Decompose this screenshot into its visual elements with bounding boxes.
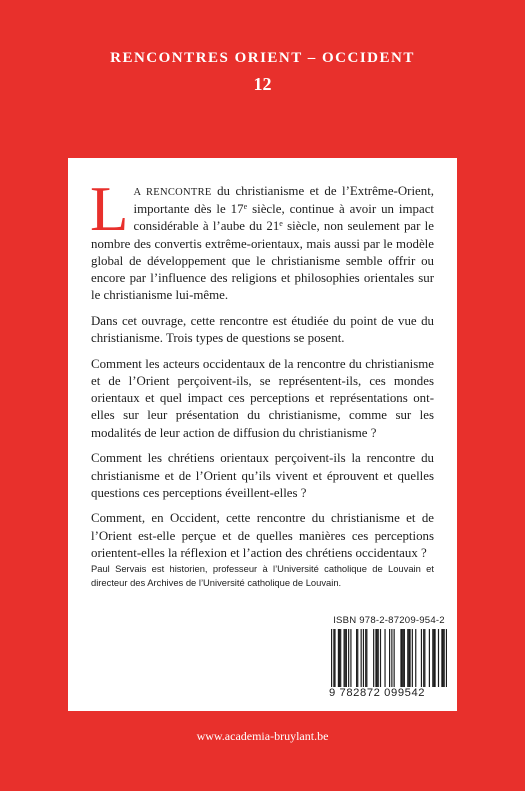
- barcode-bar: [421, 629, 422, 687]
- paragraph-2: Dans cet ouvrage, cette rencontre est étudiée du point de vue du christianisme. Trois types de questions se posent.: [91, 313, 434, 346]
- barcode-bar: [442, 629, 443, 687]
- intro-text-1: du christianisme et de l’Extrême-Orient, importante dès le 17: [133, 184, 434, 217]
- barcode-bar: [400, 629, 401, 687]
- website-url[interactable]: www.academia-bruylant.be: [196, 729, 329, 743]
- barcode-bar: [380, 629, 381, 687]
- barcode-bar: [357, 629, 358, 687]
- barcode-bar: [409, 629, 410, 687]
- intro-superscript-2: e: [279, 219, 283, 229]
- barcode-bar: [432, 629, 433, 687]
- barcode-bar: [345, 629, 346, 687]
- barcode-bar: [365, 629, 366, 687]
- isbn-label: ISBN 978-2-87209-954-2: [333, 615, 445, 626]
- series-number: 12: [253, 74, 272, 94]
- barcode-bar: [424, 629, 425, 687]
- barcode-bar: [340, 629, 341, 687]
- barcode-bar: [384, 629, 385, 687]
- barcode-bar: [415, 629, 416, 687]
- author-note: Paul Servais est historien, professeur à l’Université catholique de Louvain et directeur des Archives de l’Université catholique de Louvain.: [91, 563, 434, 588]
- barcode-bar: [389, 629, 390, 687]
- barcode-digits: 9 782872 099542: [329, 687, 426, 699]
- barcode-bar: [348, 629, 349, 687]
- barcode-bar: [402, 629, 403, 687]
- barcode-bar: [373, 629, 374, 687]
- barcode-bar: [403, 629, 404, 687]
- barcode-bar: [434, 629, 435, 687]
- barcode-bar: [333, 629, 334, 687]
- barcode-bar: [350, 629, 351, 687]
- barcode-bar: [361, 629, 362, 687]
- barcode-bar: [363, 629, 364, 687]
- barcode-bar: [394, 629, 395, 687]
- barcode-bar: [446, 629, 447, 687]
- barcode-bar: [339, 629, 340, 687]
- barcode-bar: [438, 629, 439, 687]
- barcode-bar: [338, 629, 339, 687]
- paragraph-3: Comment les acteurs occidentaux de la rencontre du christianisme et de l’Orient perçoivent-ils, se représentent-ils, ces mondes orientaux et quel impact ces perceptions et représentations ont-elles sur leur présentation du christianisme, comme sur les modalités de leur action de diffusion du christianisme ?: [91, 356, 434, 440]
- barcode-bar: [444, 629, 445, 687]
- barcode-bar: [429, 629, 430, 687]
- intro-superscript-1: e: [243, 202, 248, 212]
- intro-smallcaps: A RENCONTRE: [133, 187, 212, 198]
- barcode-bar: [366, 629, 367, 687]
- barcode-bar: [331, 629, 332, 687]
- barcode-bar: [391, 629, 392, 687]
- barcode-bar: [346, 629, 347, 687]
- intro-text-3: siècle, non seulement par le nombre des convertis extrême-orientaux, mais aussi par le modèle global de développement que le christianisme semble offrir ou encore par l’influence des religions et philosophies orientales sur le christianisme lui-même.: [91, 219, 434, 303]
- barcode-bar: [423, 629, 424, 687]
- barcode-bar: [356, 629, 357, 687]
- barcode-bar: [412, 629, 413, 687]
- barcode-bar: [344, 629, 345, 687]
- series-title: RENCONTRES ORIENT – OCCIDENT: [110, 50, 415, 66]
- barcode-bar: [376, 629, 377, 687]
- barcode: [331, 629, 447, 687]
- paragraph-4: Comment les chrétiens orientaux perçoivent-ils la rencontre du christianisme et de l’Orient qu’ils vivent et éprouvent et quelles questions ces perceptions éveillent-elles ?: [91, 451, 434, 500]
- barcode-bar: [441, 629, 442, 687]
- barcode-bar: [407, 629, 408, 687]
- barcode-bar: [404, 629, 405, 687]
- drop-cap: L: [90, 174, 129, 244]
- barcode-bar: [378, 629, 379, 687]
- intro-text-2: siècle, continue à avoir un impact considérable à l’aube du 21: [133, 202, 435, 234]
- back-cover-panel: [68, 158, 457, 711]
- blurb-text: [90, 174, 435, 571]
- barcode-bar: [375, 629, 376, 687]
- barcode-bar: [433, 629, 434, 687]
- intro-paragraph: [90, 174, 435, 304]
- barcode-bar: [408, 629, 409, 687]
- paragraph-5: Comment, en Occident, cette rencontre du christianisme et de l’Orient est-elle perçue et de quelles manières ces perceptions orientent-elles la réflexion et l’action des chrétiens occidentaux ?: [91, 511, 434, 560]
- barcode-bar: [334, 629, 335, 687]
